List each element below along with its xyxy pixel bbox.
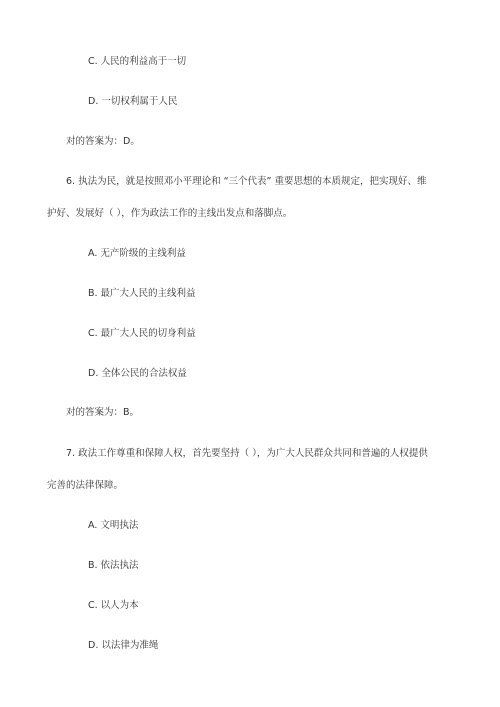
option-d-q7: D. 以法律为准绳 <box>88 640 159 651</box>
option-b-q7: B. 依法执法 <box>88 560 139 571</box>
option-a-q6: A. 无产阶级的主线利益 <box>88 248 186 259</box>
option-d-q6: D. 全体公民的合法权益 <box>88 368 187 379</box>
question-7-cont: 完善的法律保障。 <box>47 480 124 491</box>
answer-q5: 对的答案为：D。 <box>66 136 140 147</box>
option-c-q6: C. 最广大人民的切身利益 <box>88 328 196 339</box>
answer-q6: 对的答案为：B。 <box>66 407 140 418</box>
option-b-q6: B. 最广大人民的主线利益 <box>88 288 196 299</box>
option-c-q7: C. 以人为本 <box>88 600 139 611</box>
option-a-q7: A. 文明执法 <box>88 520 139 531</box>
question-6: 6. 执法为民，就是按照邓小平理论和 “三个代表” 重要思想的本质规定，把实现好、维 <box>66 176 427 187</box>
question-6-cont: 护好、发展好（ ），作为政法工作的主线出发点和落脚点。 <box>47 208 293 219</box>
option-c-q5: C. 人民的利益高于一切 <box>88 56 187 67</box>
question-7: 7. 政法工作尊重和保障人权，首先要坚持（ ），为广大人民群众共同和普遍的人权提供 <box>66 448 428 459</box>
option-d-q5: D. 一切权利属于人民 <box>88 96 178 107</box>
